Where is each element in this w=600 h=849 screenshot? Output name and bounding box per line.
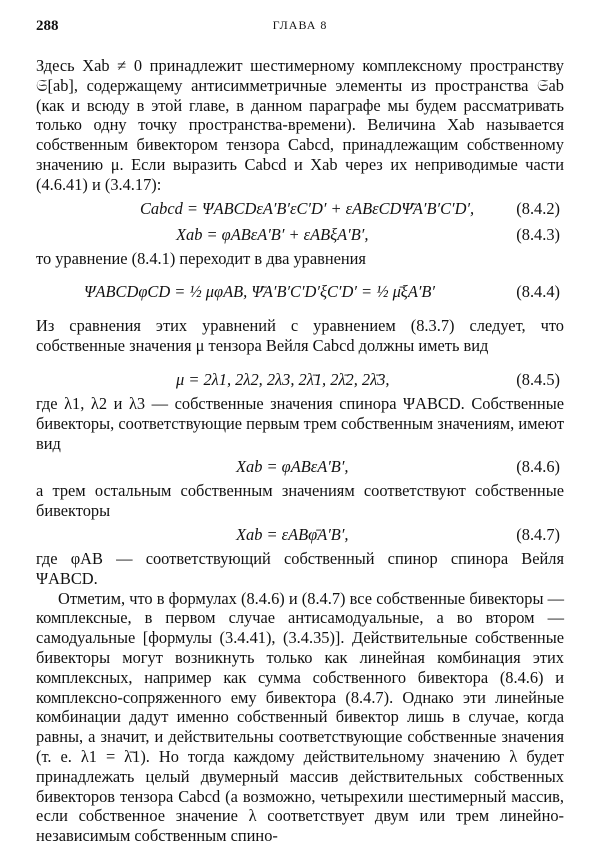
equation-8-4-2 <box>36 197 564 221</box>
equation-number: (8.4.3) <box>516 224 560 244</box>
equation-formula: μ = 2λ1, 2λ2, 2λ3, 2λ̄1, 2λ̄2, 2λ̄3, <box>176 369 390 389</box>
chapter-title: ГЛАВА 8 <box>272 18 328 32</box>
equation-number: (8.4.5) <box>516 369 560 389</box>
paragraph-spinor: где φAB — соответствующий собственный спинор спинора Вейля ΨABCD. <box>36 548 564 588</box>
page-number: 288 <box>36 18 59 34</box>
equation-formula: ΨABCDφCD = ½ μφAB, Ψ̄A′B′C′D′ξC′D′ = ½ μ̄ξA′B′ <box>84 282 436 302</box>
paragraph-transition: то уравнение (8.4.1) переходит в два уравнения <box>36 248 366 268</box>
paragraph-comparison: Из сравнения этих уравнений с уравнением (8.3.7) следует, что собственные значения μ тензора Вейля Cabcd должны иметь вид <box>36 316 564 356</box>
paragraph-intro: Здесь Xab ≠ 0 принадлежит шестимерному комплексному пространству 𝔖[ab], содержащему антисимметричные элементы из пространства 𝔖ab (как и всюду в этой главе, в данном параграфе мы будем рассматривать только одну точку пространства-времени). Величина Xab называется собственным бивектором тензора Cabcd, принадлежащим собственному значению μ. Если выразить Cabcd и Xab через их неприводимые части (4.6.41) и (3.4.17): <box>36 56 564 194</box>
equation-8-4-6 <box>36 455 564 479</box>
equation-formula: Xab = φABεA′B′, <box>236 457 349 477</box>
equation-number: (8.4.6) <box>516 457 560 477</box>
equation-formula: Xab = φABεA′B′ + εABξA′B′, <box>176 224 369 244</box>
equation-8-4-4 <box>36 280 564 304</box>
equation-8-4-7 <box>36 523 564 547</box>
equation-formula: Xab = εABφ̄A′B′, <box>236 524 349 544</box>
equation-number: (8.4.2) <box>516 198 560 218</box>
paragraph-remaining: а трем остальным собственным значениям соответствуют собственные бивекторы <box>36 481 564 521</box>
equation-number: (8.4.7) <box>516 524 560 544</box>
equation-8-4-5 <box>36 368 564 392</box>
paragraph-remark: Отметим, что в формулах (8.4.6) и (8.4.7) все собственные бивекторы — комплексные, в первом случае антисамодуальные, а во втором — самодуальные [формулы (3.4.41), (3.4.35)]. Действительные собственные бивекторы могут возникнуть только как линейная комбинация этих комплексных, например как сумма собственного бивектора (8.4.6) и комплексно-сопряженного ему бивектора (8.4.7). Однако эти линейные комбинации дадут именно собственный бивектор лишь в случае, когда равны, а значит, и действительны соответствующие собственные значения (т. е. λ1 = λ̄1). Но тогда каждому действительному значению λ будет принадлежать целый двумерный массив действительных собственных бивекторов тензора Cabcd (а возможно, четырехили шестимерный массив, если собственное значение λ соответствует двум или трем линейно-независимым собственным спино- <box>36 588 564 846</box>
equation-formula: Cabcd = ΨABCDεA′B′εC′D′ + εABεCDΨ̄A′B′C′D′, <box>140 198 475 218</box>
paragraph-eigenvalues: где λ1, λ2 и λ3 — собственные значения спинора ΨABCD. Собственные бивекторы, соответствующие первым трем собственным значениям, имеют вид <box>36 393 564 453</box>
equation-number: (8.4.4) <box>516 282 560 302</box>
page-body <box>36 56 564 846</box>
running-header <box>36 18 564 38</box>
equation-8-4-3 <box>36 223 564 247</box>
